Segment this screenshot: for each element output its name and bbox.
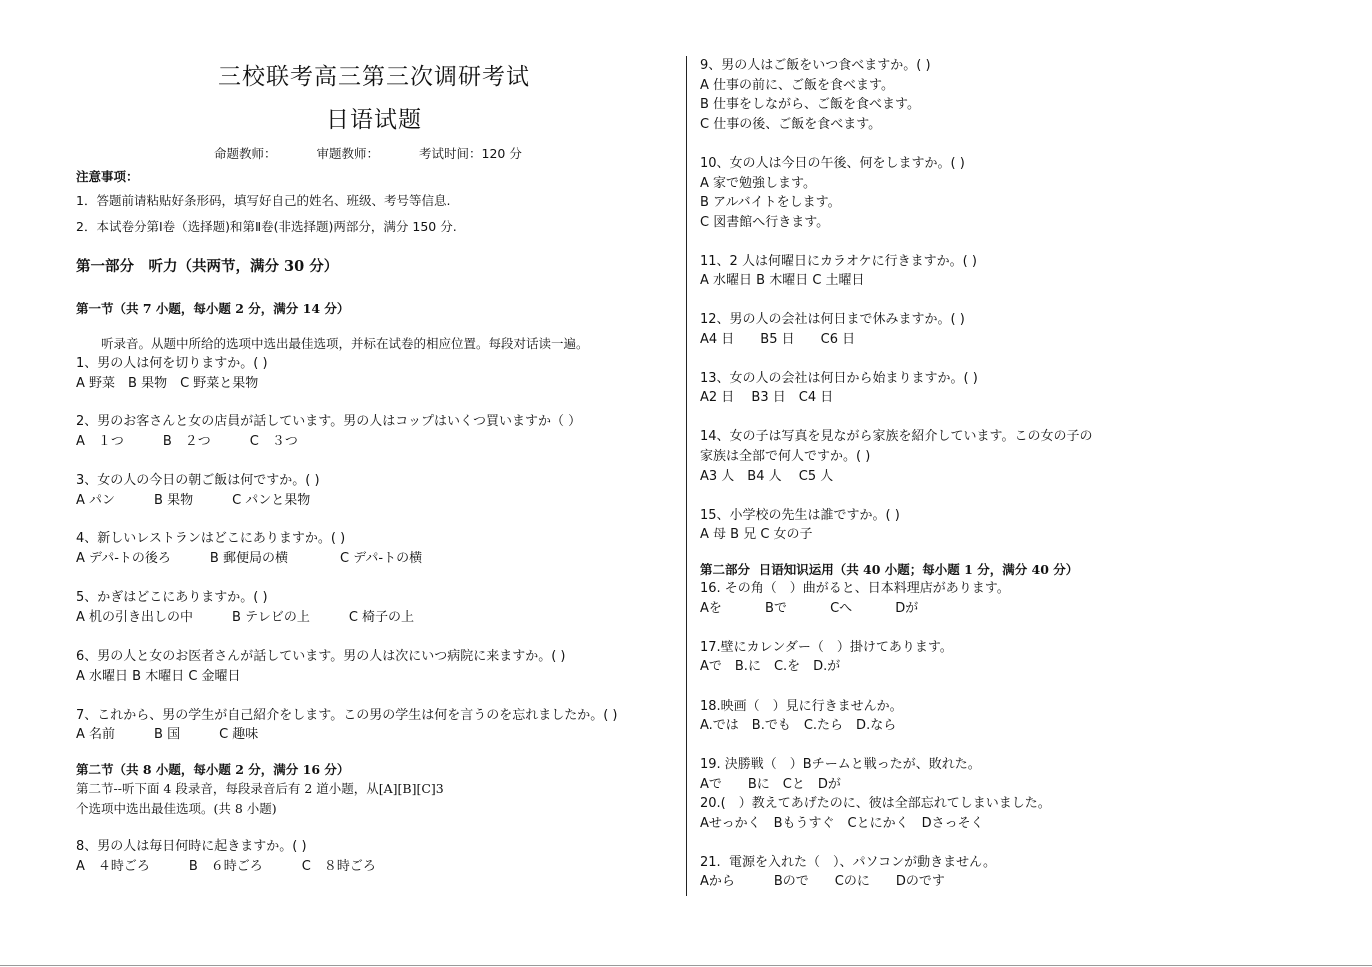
q9-option-c: C 仕事の後、ご飯を食べます。 <box>700 117 882 132</box>
part1-heading: 第一部分 听力（共两节，满分 30 分） <box>76 258 339 275</box>
column-divider <box>686 56 687 896</box>
setter-label: 命题教师： <box>214 146 277 161</box>
q10-option-c: C 図書館へ行きます。 <box>700 215 830 230</box>
q13-stem: 13、女の人の会社は何日から始まりますか。( ) <box>700 371 978 386</box>
q12-stem: 12、男の人の会社は何日まで休みますか。( ) <box>700 312 965 327</box>
q11-options: A 水曜日 B 木曜日 C 土曜日 <box>700 273 865 288</box>
q21-options: Aから Bので Cのに Dのです <box>700 874 945 889</box>
q5-stem: 5、かぎはどこにありますか。( ) <box>76 590 268 605</box>
section1-instruction: 听录音。从题中所给的选项中选出最佳选项，并标在试卷的相应位置。每段对话读一遍。 <box>76 336 589 351</box>
q19-options: Aで Bに Cと Dが <box>700 777 841 792</box>
q9-option-b: B 仕事をしながら、ご飯を食べます。 <box>700 97 921 112</box>
q16-options: Aを Bで Cへ Dが <box>700 601 919 616</box>
q18-options: A.では B.でも C.たら D.なら <box>700 718 897 733</box>
q1-options: A 野菜 B 果物 C 野菜と果物 <box>76 376 259 391</box>
reviewer-label: 审题教师： <box>316 146 380 161</box>
q9-stem: 9、男の人はご飯をいつ食べますか。( ) <box>700 58 931 73</box>
section2-instruction-2: 个选项中选出最佳选项。(共 8 小题) <box>76 801 277 816</box>
time-label: 考试时间：120 分 <box>419 146 522 161</box>
q7-stem: 7、これから、男の学生が自己紹介をします。この男の学生は何を言うのを忘れましたか。( ) <box>76 708 618 723</box>
section2-instruction-1: 第二节--听下面 4 段录音，每段录音后有 2 道小题，从[A][B][C]3 <box>76 781 444 796</box>
q4-stem: 4、新しいレストランはどこにありますか。( ) <box>76 531 346 546</box>
q7-options: A 名前 B 国 C 趣味 <box>76 727 259 742</box>
q6-stem: 6、男の人と女のお医者さんが話しています。男の人は次にいつ病院に来ますか。( ) <box>76 649 566 664</box>
q15-options: A 母 B 兄 C 女の子 <box>700 527 813 542</box>
section1-heading: 第一节（共 7 小题，每小题 2 分，满分 14 分） <box>76 301 350 316</box>
q10-option-b: B アルバイトをします。 <box>700 195 841 210</box>
q8-options: A ４時ごろ B ６時ごろ C ８時ごろ <box>76 859 376 874</box>
q4-options: A デパ-トの後ろ B 郵便局の横 C デパ-トの横 <box>76 551 423 566</box>
q3-options: A パン B 果物 C パンと果物 <box>76 493 311 508</box>
q13-options: A2 日 B3 日 C4 日 <box>700 390 834 405</box>
q2-options: A １つ B ２つ C ３つ <box>76 434 298 449</box>
q14-stem-1: 14、女の子は写真を見ながら家族を紹介しています。この女の子の <box>700 429 1093 444</box>
exam-meta <box>214 144 562 162</box>
q2-stem: 2、男のお客さんと女の店員が話しています。男の人はコップはいくつ買いますか（ ） <box>76 414 582 429</box>
q6-options: A 水曜日 B 木曜日 C 金曜日 <box>76 669 241 684</box>
q11-stem: 11、2 人は何曜日にカラオケに行きますか。( ) <box>700 254 977 269</box>
q5-options: A 机の引き出しの中 B テレビの上 C 椅子の上 <box>76 610 415 625</box>
q15-stem: 15、小学校の先生は誰ですか。( ) <box>700 508 900 523</box>
note-item-2: 2．本试卷分第Ⅰ卷（选择题)和第Ⅱ卷(非选择题)两部分，满分 150 分. <box>76 219 457 234</box>
exam-subtitle: 日语试题 <box>326 107 422 133</box>
q12-options: A4 日 B5 日 C6 日 <box>700 332 856 347</box>
q14-stem-2: 家族は全部で何人ですか。( ) <box>700 449 871 464</box>
q9-option-a: A 仕事の前に、ご飯を食べます。 <box>700 78 894 93</box>
q19-stem: 19. 決勝戦（ ）Bチームと戦ったが、敗れた。 <box>700 757 981 772</box>
q18-stem: 18.映画（ ）見に行きませんか。 <box>700 699 903 714</box>
q1-stem: 1、男の人は何を切りますか。( ) <box>76 356 268 371</box>
q10-option-a: A 家で勉強します。 <box>700 176 816 191</box>
section2-heading: 第二节（共 8 小题，每小题 2 分，满分 16 分） <box>76 762 350 777</box>
q20-stem: 20.( ）教えてあげたのに、彼は全部忘れてしまいました。 <box>700 796 1051 811</box>
q16-stem: 16. その角（ ）曲がると、日本料理店があります。 <box>700 581 1010 596</box>
part2-heading: 第二部分 日语知识运用（共 40 小题；每小题 1 分，满分 40 分） <box>700 562 1079 577</box>
q14-options: A3 人 B4 人 C5 人 <box>700 469 834 484</box>
exam-title: 三校联考高三第三次调研考试 <box>218 64 530 90</box>
q10-stem: 10、女の人は今日の午後、何をしますか。( ) <box>700 156 965 171</box>
q3-stem: 3、女の人の今日の朝ご飯は何ですか。( ) <box>76 473 320 488</box>
q17-stem: 17.壁にカレンダー（ ）掛けてあります。 <box>700 640 953 655</box>
note-item-1: 1．答题前请粘贴好条形码，填写好自己的姓名、班级、考号等信息. <box>76 193 451 208</box>
notes-heading: 注意事项： <box>76 169 139 184</box>
q8-stem: 8、男の人は毎日何時に起きますか。( ) <box>76 839 307 854</box>
q21-stem: 21. 電源を入れた（ ）、パソコンが動きません。 <box>700 855 996 870</box>
q17-options: Aで B.に C.を D.が <box>700 659 841 674</box>
page-bottom-rule <box>0 965 1372 966</box>
q20-options: Aせっかく Bもうすぐ Cとにかく Dさっそく <box>700 816 984 831</box>
